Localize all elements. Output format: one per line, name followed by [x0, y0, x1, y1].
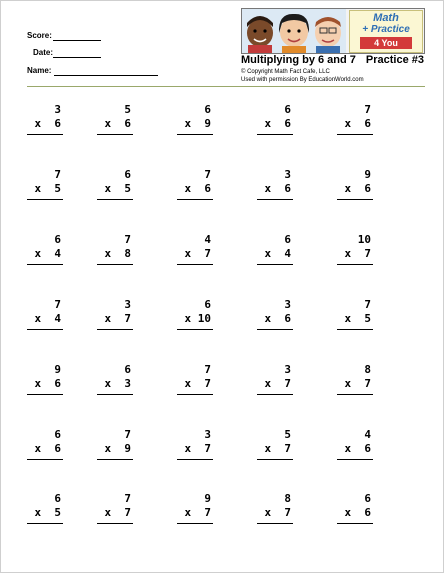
multiplicand: 6	[54, 492, 61, 505]
answer-line	[337, 134, 373, 135]
problem-2	[93, 103, 153, 143]
problem-25	[333, 363, 393, 403]
multiplicand: 3	[284, 298, 291, 311]
multiplier: x 6	[264, 182, 291, 195]
answer-line	[97, 523, 133, 524]
multiplicand: 7	[364, 103, 371, 116]
multiplier: x 7	[184, 377, 211, 390]
problem-17	[93, 298, 153, 338]
problem-18	[173, 298, 233, 338]
answer-line	[337, 264, 373, 265]
date-field[interactable]	[33, 48, 53, 57]
multiplicand: 4	[364, 428, 371, 441]
multiplier: x 6	[264, 117, 291, 130]
multiplier: x 10	[184, 312, 211, 325]
multiplicand: 3	[284, 168, 291, 181]
problem-1	[23, 103, 83, 143]
multiplicand: 6	[124, 168, 131, 181]
answer-line	[337, 459, 373, 460]
multiplier: x 7	[264, 442, 291, 455]
multiplier: x 5	[34, 506, 61, 519]
multiplier: x 6	[184, 182, 211, 195]
multiplier: x 6	[344, 182, 371, 195]
multiplier: x 3	[104, 377, 131, 390]
answer-line	[177, 264, 213, 265]
multiplier: x 7	[104, 312, 131, 325]
problem-9	[253, 168, 313, 208]
multiplier: x 6	[344, 117, 371, 130]
multiplier: x 4	[34, 312, 61, 325]
answer-line	[337, 394, 373, 395]
answer-line	[27, 199, 63, 200]
problem-10	[333, 168, 393, 208]
problem-22	[93, 363, 153, 403]
multiplier: x 7	[184, 442, 211, 455]
answer-line	[337, 329, 373, 330]
name-label: Name:	[27, 66, 52, 75]
answer-line	[257, 264, 293, 265]
practice-number: Practice #3	[365, 54, 425, 66]
multiplicand: 5	[124, 103, 131, 116]
multiplier: x 6	[34, 117, 61, 130]
answer-line	[27, 394, 63, 395]
permission-text: Used with permission By EducationWorld.com	[241, 77, 364, 83]
multiplicand: 10	[357, 233, 371, 246]
answer-line	[97, 394, 133, 395]
answer-line	[257, 329, 293, 330]
multiplier: x 8	[104, 247, 131, 260]
problem-34	[253, 492, 313, 532]
answer-line	[257, 394, 293, 395]
answer-line	[257, 134, 293, 135]
score-field[interactable]	[27, 31, 52, 40]
problem-11	[23, 233, 83, 273]
answer-line	[337, 523, 373, 524]
multiplier: x 7	[264, 377, 291, 390]
logo-4you-text: 4 You	[360, 37, 412, 49]
problem-5	[333, 103, 393, 143]
answer-line	[97, 264, 133, 265]
multiplier: x 9	[184, 117, 211, 130]
answer-line	[27, 134, 63, 135]
multiplier: x 6	[34, 377, 61, 390]
worksheet-title	[241, 54, 424, 66]
problem-7	[93, 168, 153, 208]
multiplier: x 7	[264, 506, 291, 519]
multiplier: x 7	[184, 247, 211, 260]
multiplicand: 3	[204, 428, 211, 441]
name-line	[54, 75, 158, 76]
problem-12	[93, 233, 153, 273]
answer-line	[27, 523, 63, 524]
multiplicand: 6	[54, 428, 61, 441]
header-banner	[241, 8, 425, 54]
logo-practice-text: + Practice	[362, 24, 410, 35]
answer-line	[97, 329, 133, 330]
answer-line	[177, 394, 213, 395]
answer-line	[27, 264, 63, 265]
answer-line	[177, 134, 213, 135]
problem-19	[253, 298, 313, 338]
problem-15	[333, 233, 393, 273]
name-field[interactable]	[27, 66, 51, 75]
problem-24	[253, 363, 313, 403]
multiplicand: 7	[124, 492, 131, 505]
math-practice-logo	[349, 10, 423, 53]
answer-line	[27, 329, 63, 330]
problem-8	[173, 168, 233, 208]
problem-31	[23, 492, 83, 532]
score-label: Score:	[27, 31, 52, 40]
answer-line	[337, 199, 373, 200]
multiplicand: 7	[54, 168, 61, 181]
multiplicand: 4	[204, 233, 211, 246]
multiplier: x 6	[344, 442, 371, 455]
answer-line	[97, 134, 133, 135]
multiplicand: 3	[54, 103, 61, 116]
multiplier: x 7	[104, 506, 131, 519]
multiplier: x 6	[104, 117, 131, 130]
answer-line	[177, 459, 213, 460]
multiplicand: 6	[284, 233, 291, 246]
problem-35	[333, 492, 393, 532]
children-faces-icon	[242, 9, 346, 53]
problem-21	[23, 363, 83, 403]
score-line	[53, 40, 101, 41]
problem-16	[23, 298, 83, 338]
multiplicand: 6	[204, 298, 211, 311]
date-line	[53, 57, 101, 58]
problem-32	[93, 492, 153, 532]
multiplicand: 9	[54, 363, 61, 376]
multiplicand: 6	[364, 492, 371, 505]
multiplicand: 6	[124, 363, 131, 376]
multiplier: x 6	[344, 506, 371, 519]
multiplier: x 7	[344, 247, 371, 260]
answer-line	[177, 523, 213, 524]
multiplier: x 5	[34, 182, 61, 195]
answer-line	[97, 199, 133, 200]
problem-13	[173, 233, 233, 273]
multiplicand: 6	[204, 103, 211, 116]
multiplier: x 9	[104, 442, 131, 455]
multiplicand: 7	[204, 363, 211, 376]
answer-line	[97, 459, 133, 460]
problem-14	[253, 233, 313, 273]
multiplicand: 7	[204, 168, 211, 181]
children-illustration	[242, 9, 346, 53]
multiplier: x 7	[344, 377, 371, 390]
answer-line	[177, 329, 213, 330]
header-divider	[27, 86, 425, 87]
date-label: Date:	[33, 48, 54, 57]
multiplicand: 3	[284, 363, 291, 376]
multiplier: x 5	[104, 182, 131, 195]
logo-math-text: Math	[373, 12, 399, 24]
problem-20	[333, 298, 393, 338]
problem-29	[253, 428, 313, 468]
multiplicand: 8	[364, 363, 371, 376]
multiplier: x 4	[264, 247, 291, 260]
title-text: Multiplying by 6 and 7	[241, 54, 356, 66]
multiplicand: 9	[204, 492, 211, 505]
problem-33	[173, 492, 233, 532]
problem-3	[173, 103, 233, 143]
problem-23	[173, 363, 233, 403]
multiplier: x 7	[184, 506, 211, 519]
answer-line	[257, 199, 293, 200]
multiplicand: 5	[284, 428, 291, 441]
answer-line	[257, 459, 293, 460]
multiplier: x 6	[34, 442, 61, 455]
multiplicand: 7	[54, 298, 61, 311]
multiplicand: 6	[284, 103, 291, 116]
answer-line	[27, 459, 63, 460]
problem-28	[173, 428, 233, 468]
answer-line	[177, 199, 213, 200]
multiplicand: 7	[124, 428, 131, 441]
multiplicand: 9	[364, 168, 371, 181]
problem-6	[23, 168, 83, 208]
multiplicand: 6	[54, 233, 61, 246]
multiplicand: 8	[284, 492, 291, 505]
problem-4	[253, 103, 313, 143]
multiplicand: 7	[364, 298, 371, 311]
problem-27	[93, 428, 153, 468]
copyright-text: © Copyright Math Fact Cafe, LLC	[241, 69, 330, 75]
multiplicand: 7	[124, 233, 131, 246]
problem-30	[333, 428, 393, 468]
multiplier: x 6	[264, 312, 291, 325]
problem-26	[23, 428, 83, 468]
multiplier: x 5	[344, 312, 371, 325]
answer-line	[257, 523, 293, 524]
multiplier: x 4	[34, 247, 61, 260]
multiplicand: 3	[124, 298, 131, 311]
